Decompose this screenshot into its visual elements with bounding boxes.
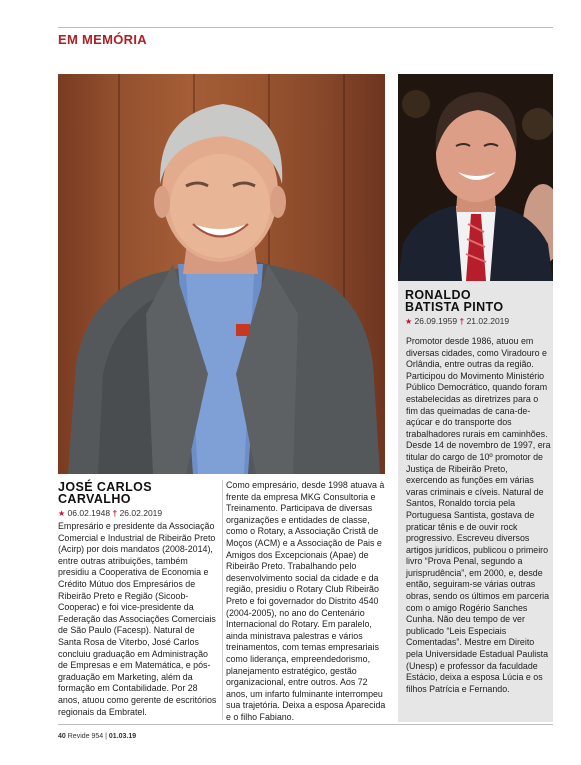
life-dates (405, 316, 550, 326)
column-divider (222, 480, 223, 720)
bio-column-2: Como empresário, desde 1998 atuava à frente da empresa MKG Consultoria e Treinamento. Participava de diversas organizações e entidades de classe, como o Rotary, a Associação Cristã de Moços (ACM) e a Associação de Pais e Amigos dos Excepcionais (Apae) de Ribeirão Preto. Trabalhando pelo desenvolvimento social da cidade e da região, presidiu o Rotary Club Ribeirão Preto e foi governador do Distrito 4540 (2004-2005), no ano do Centenário Internacional do Rotary. Em paralelo, ainda ministrava palestras e vários treinamentos, com temas empresariais como liderança, empreendedorismo, planejamento estratégico, gestão organizacional, entre outros. Aos 72 anos, um infarto fulminante interrompeu sua trajetória. Deixa a esposa Aparecida e o filho Fabiano. (226, 480, 386, 722)
star-icon: ★ (58, 509, 66, 518)
name-line-1: JOSÉ CARLOS (58, 480, 152, 494)
star-icon: ★ (405, 317, 413, 326)
life-dates (58, 508, 218, 518)
magazine-name: Revide 954 (67, 733, 104, 740)
top-rule (58, 27, 553, 28)
page-footer (58, 733, 136, 740)
birth-date: 26.09.1959 (414, 316, 458, 326)
birth-date: 06.02.1948 (67, 508, 111, 518)
name-block-ronaldo (405, 289, 550, 326)
portrait-photo-jose-carlos (58, 74, 385, 474)
footer-separator: | (105, 733, 107, 740)
bio-column-3: Promotor desde 1986, atuou em diversas cidades, como Viradouro e Orlândia, entre outras da região. Participou do Movimento Ministério Público Democrático, quando foram estabelecidas as diretrizes para o fim das queimadas de cana-de-açúcar e do transporte dos trabalhadores rurais em caminhões. Desde 14 de novembro de 1997, era titular do cargo de 10º promotor de Justiça de Ribeirão Preto, exercendo as funções em várias varas criminais e cíveis. Natural de Santos, Ronaldo torcia pela Portuguesa Santista, gostava de praticar tênis e de ouvir rock progressivo. Escreveu diversos artigos jurídicos, publicou o primeiro livro “Prova Penal, segundo a jurisprudência”, em 2000, e, desde então, seguiram-se várias outras obras, sendo os últimos em parceria com o amigo Rogério Sanches Cunha. Não deu tempo de ver publicado “Leis Especiais Comentadas”. Mestre em Direito pela Universidade Estadual Paulista (Unesp) e professor da faculdade Estácio, deixa a esposa Lúcia e os filhos Patrícia e Fernando. (406, 336, 551, 694)
bio-column-1: Empresário e presidente da Associação Comercial e Industrial de Ribeirão Preto (Acirp) por dois mandatos (2008-2014), entre outras atribuições, também presidiu a Cooperativa de Economia e Crédito Mútuo dos Empresários de Ribeirão Preto e Região (Sicoob-Cooperac) e foi vice-presidente da Federação das Associações Comerciais de São Paulo (Facesp). Natural de Santa Rosa de Viterbo, José Carlos concluiu graduação em Administração de Empresas e em Matemática, e pós-graduação em Marketing, além da formação em Contabilidade. Por 28 anos, atuou como gerente de escritórios regionais da Embratel. (58, 521, 217, 717)
name-line-2: BATISTA PINTO (405, 300, 504, 314)
cross-icon: † (112, 508, 118, 518)
name-line-2: CARVALHO (58, 492, 131, 506)
bottom-rule (58, 724, 553, 725)
cross-icon: † (459, 316, 465, 326)
issue-date: 01.03.19 (108, 733, 137, 740)
name-line-1: RONALDO (405, 288, 471, 302)
section-title: EM MEMÓRIA (58, 32, 147, 47)
portrait-photo-ronaldo (398, 74, 553, 281)
name-block-jose-carlos (58, 481, 218, 518)
death-date: 26.02.2019 (119, 508, 163, 518)
death-date: 21.02.2019 (466, 316, 510, 326)
page-number: 40 (58, 733, 66, 740)
